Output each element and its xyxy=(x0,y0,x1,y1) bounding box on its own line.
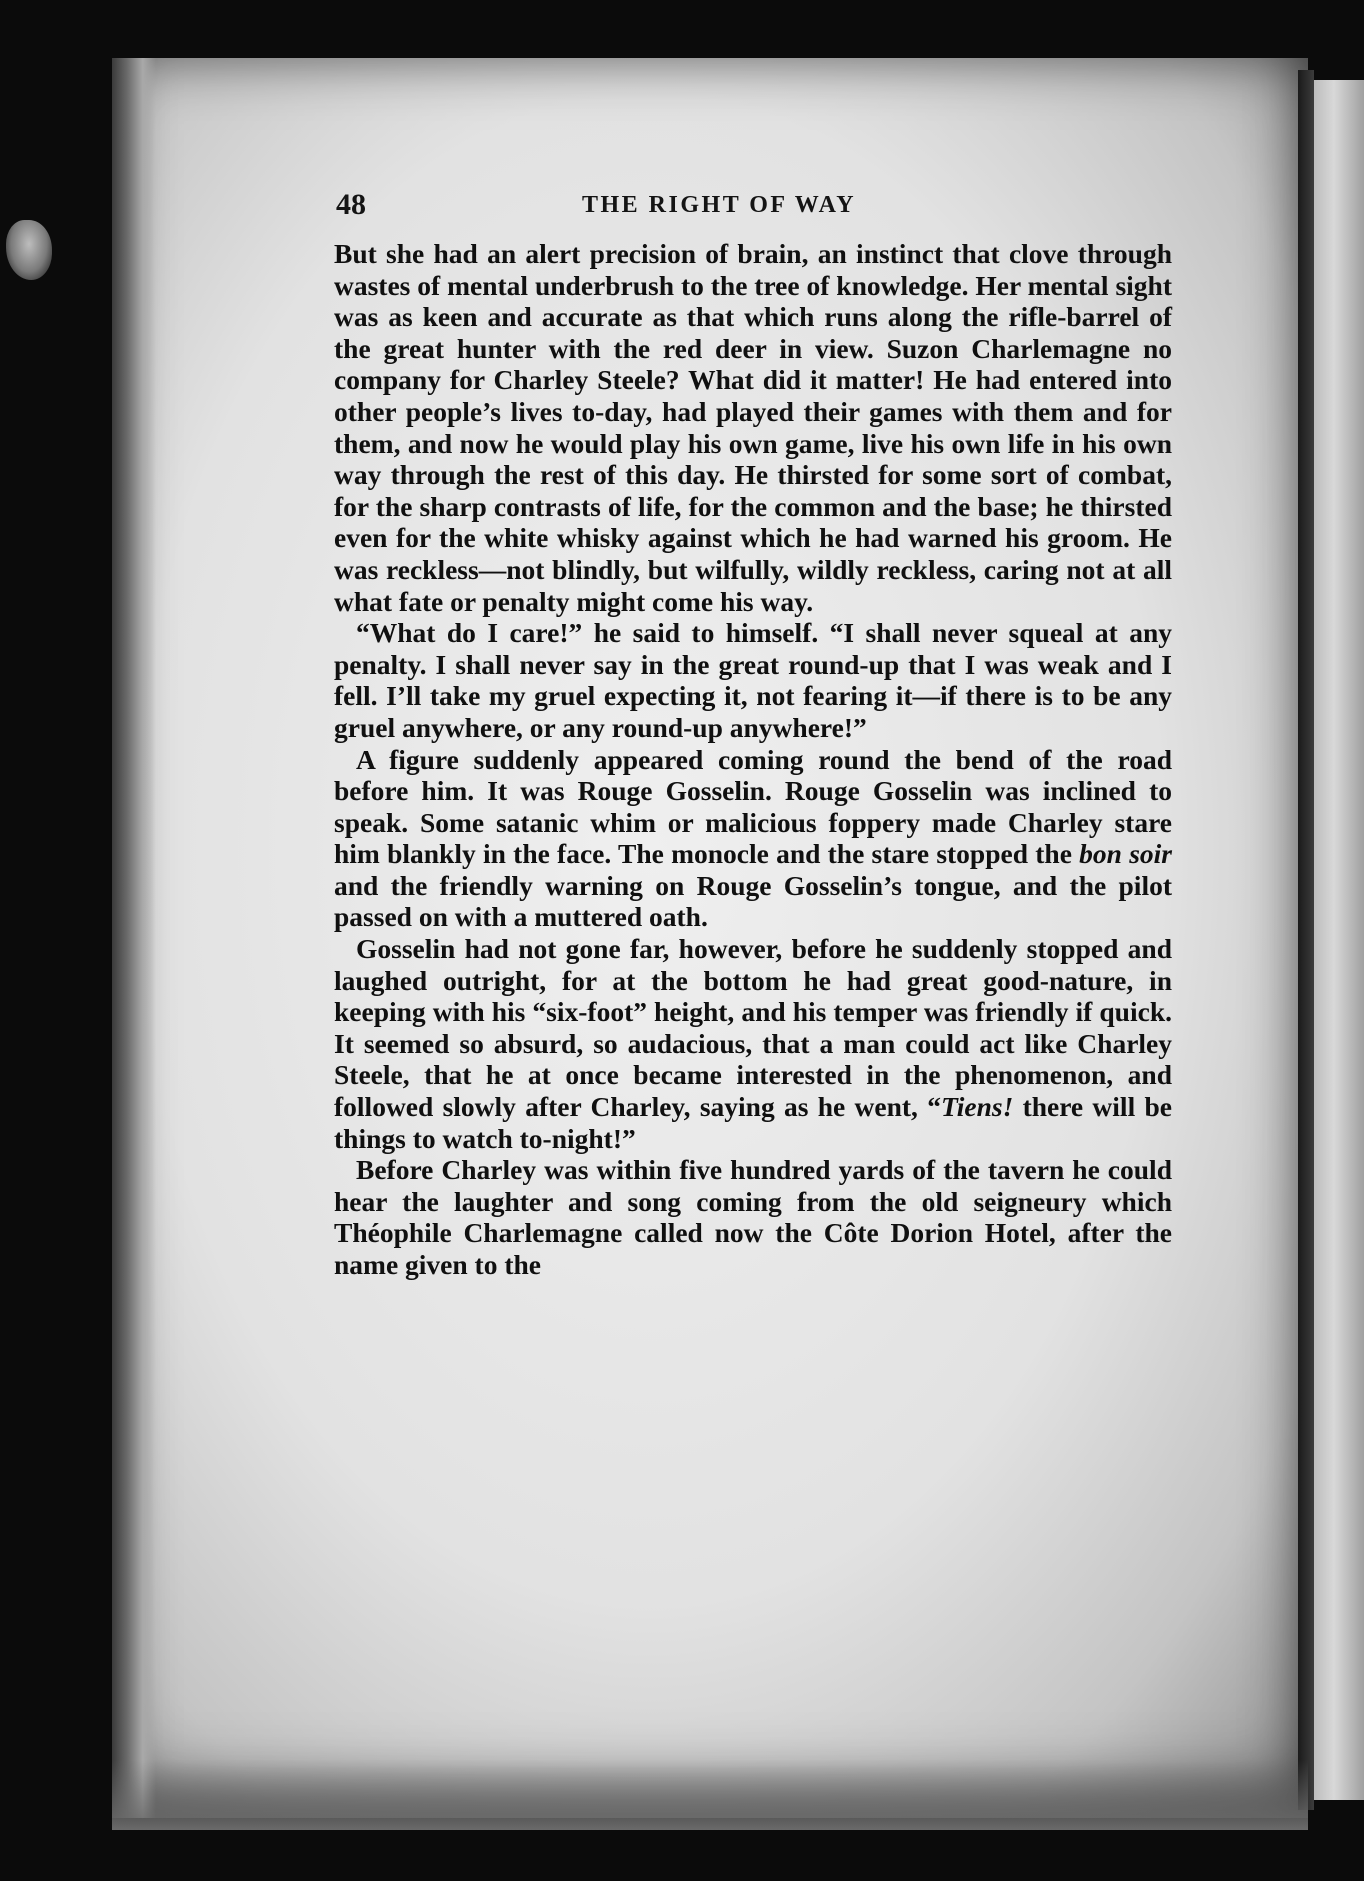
text-run: Before Charley was within five hundred yards of the tavern he could hear the laughter and song coming from the old seigneury which Théophile Charlemagne called now the Côte Dorion Hotel, after the name given to the xyxy=(334,1154,1172,1280)
italic-phrase: Tiens! xyxy=(940,1091,1014,1123)
page-gutter-shadow xyxy=(112,58,156,1818)
page-header xyxy=(336,188,1196,228)
text-run: But she had an alert precision of brain, an instinct that clove through wastes of mental underbrush to the tree of knowledge. Her mental sight was as keen and accurate as that which runs along the rifle-barrel of the great hunter with the red deer in view. Suzon Charlemagne no company for Charley Steele? What did it matter! He had entered into other people’s lives to-day, had played their games with them and for them, and now he would play his own game, live his own life in his own way through the rest of this day. He thirsted for some sort of combat, for the sharp contrasts of life, for the common and the base; he thirsted even for the white whisky against which he had warned his groom. He was reckless—not blindly, but wilfully, wildly reckless, caring not at all what fate or penalty might come his way. xyxy=(334,238,1172,617)
paragraph xyxy=(334,617,1172,743)
body-text xyxy=(334,238,1172,1281)
margin-blot xyxy=(6,220,52,280)
paragraph xyxy=(334,744,1172,934)
text-run: Gosselin had not gone far, however, before he suddenly stopped and laughed outright, for at the bottom he had great good-nature, in keeping with his “six-foot” height, and his temper was friendly if quick. It seemed so absurd, so audacious, that a man could act like Charley Steele, that he at once became interested in the phenomenon, and followed slowly after Charley, saying as he went, “ xyxy=(334,933,1172,1123)
text-run: “What do I care!” he said to himself. “I shall never squeal at any penalty. I shall never say in the great round-up that I was weak and I fell. I’ll take my gruel expecting it, not fearing it—if there is to be any gruel anywhere, or any round-up anywhere!” xyxy=(334,617,1172,743)
next-page-strip xyxy=(1314,80,1364,1800)
text-run: and the friendly warning on Rouge Gosselin’s tongue, and the pilot passed on with a muttered oath. xyxy=(334,869,1172,933)
page-bottom-shadow xyxy=(112,1760,1308,1830)
italic-phrase: bon soir xyxy=(1079,838,1172,870)
page-number: 48 xyxy=(336,188,366,221)
page-edge-right xyxy=(1298,70,1314,1810)
running-head: THE RIGHT OF WAY xyxy=(582,192,857,218)
text-run: A figure suddenly appeared coming round the bend of the road before him. It was Rouge Gosselin. Rouge Gosselin was inclined to speak. Some satanic whim or malicious foppery made Charley stare him blankly in the face. The monocle and the stare stopped the xyxy=(334,743,1172,870)
text-run: there will be things to watch to-night!” xyxy=(334,1091,1172,1154)
paragraph xyxy=(334,1154,1172,1280)
paragraph xyxy=(334,238,1172,617)
paragraph xyxy=(334,933,1172,1154)
